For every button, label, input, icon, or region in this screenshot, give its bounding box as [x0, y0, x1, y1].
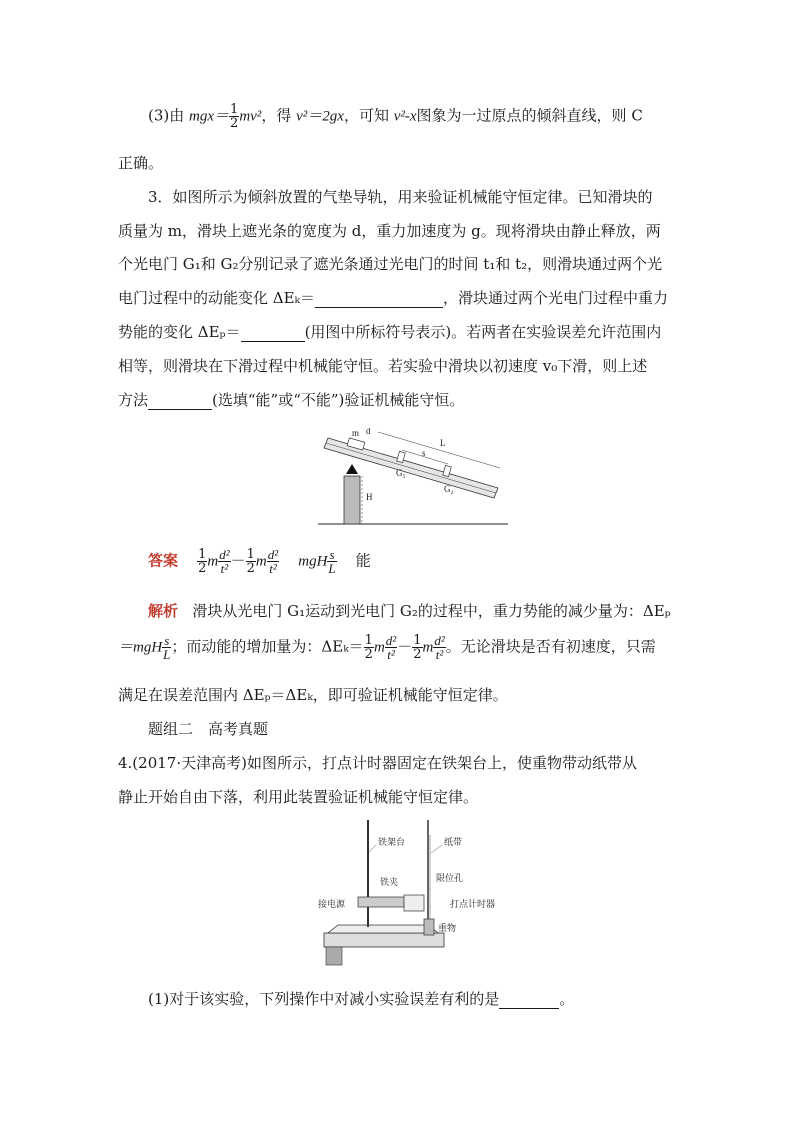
iron-stand-figure: [318, 815, 508, 970]
fraction-half: $\frac{1}{2}$: [230, 102, 239, 131]
q3-line-3: 个光电门 G₁和 G₂分别记录了遮光条通过光电门的时间 t₁和 t₂，则滑块通过两个光: [118, 255, 663, 273]
clamp: [358, 897, 404, 907]
text: 。无论滑块是否有初速度，只需: [445, 637, 656, 656]
label-timer: 打点计时器: [450, 899, 496, 909]
weight: [424, 919, 434, 935]
label-d: d: [366, 428, 371, 436]
label-g2: G₂: [444, 484, 454, 494]
fraction: $\frac{\text{d²}}{\text{t²}}$: [385, 633, 397, 662]
text: ，得: [261, 106, 292, 125]
fraction: $\frac{\text{d²}}{\text{t²}}$: [219, 547, 230, 576]
support-block: [344, 476, 360, 524]
q3-line-7: [118, 389, 464, 410]
fraction: $\frac{s}{L}$: [328, 547, 336, 576]
answer-blank[interactable]: [315, 293, 443, 308]
text: 势能的变化 ΔEₚ＝: [118, 323, 241, 341]
q3-line-4: [118, 287, 668, 308]
label-clamp: 铁夹: [380, 877, 399, 887]
label-hole: 限位孔: [436, 873, 464, 883]
equation: mgH: [298, 553, 328, 570]
label-power: 接电源: [318, 899, 346, 909]
q4-sub-1: [148, 988, 574, 1009]
text: (1)对于该实验，下列操作中对减小实验误差有利的是: [148, 990, 500, 1008]
solution-3-cont: 正确。: [118, 154, 164, 172]
q4-line-2: 静止开始自由下落，利用此装置验证机械能守恒定律。: [118, 788, 479, 806]
text: ，可知: [343, 106, 389, 125]
air-track-figure: [318, 428, 518, 528]
text: 。: [559, 990, 575, 1008]
q3-line-6: 相等，则滑块在下滑过程中机械能守恒。若实验中滑块以初速度 v₀下滑，则上述: [118, 357, 648, 375]
answer-blank[interactable]: [499, 994, 559, 1009]
label-s: s: [422, 448, 426, 458]
answer-blank[interactable]: [241, 327, 305, 342]
text: ；而动能的增加量为：ΔEₖ＝: [171, 637, 364, 656]
timer: [404, 895, 424, 911]
q3-line-1: 3．如图所示为倾斜放置的气垫导轨，用来验证机械能守恒定律。已知滑块的: [148, 188, 653, 206]
text: 图象为一过原点的倾斜直线，则 C: [416, 106, 643, 125]
answer-blank[interactable]: [148, 395, 212, 410]
label-m: m: [352, 428, 360, 438]
text: ，滑块通过两个光电门过程中重力: [443, 289, 669, 307]
label-weight: 重物: [438, 923, 457, 933]
fraction: $\frac{\text{d²}}{\text{t²}}$: [434, 633, 445, 662]
fraction: $\frac{1}{2}$: [413, 633, 422, 662]
section-heading: 题组二 高考真题: [148, 720, 269, 738]
label-H: H: [366, 492, 373, 502]
equation: mgx＝: [189, 108, 230, 125]
table-edge: [326, 947, 342, 965]
equation: mv²: [239, 108, 262, 125]
label-L: L: [440, 438, 446, 448]
analysis-line-3: 满足在误差范围内 ΔEₚ＝ΔEₖ，即可验证机械能守恒定律。: [118, 686, 508, 704]
platform: [328, 925, 438, 933]
analysis-line-1: [148, 600, 671, 621]
fraction: $\frac{1}{2}$: [246, 547, 255, 576]
text: (用图中所标符号表示)。若两者在实验误差允许范围内: [304, 323, 662, 341]
text: 方法: [118, 391, 149, 409]
fraction: $\frac{\text{d²}}{\text{t²}}$: [267, 547, 279, 576]
q3-line-5: [118, 321, 661, 342]
q3-line-2: 质量为 m，滑块上遮光条的宽度为 d，重力加速度为 g。现将滑块由静止释放，两: [118, 222, 661, 240]
equation: ＝mgH: [118, 639, 163, 656]
pivot: [346, 464, 358, 474]
solution-3-line: [148, 103, 643, 130]
text: 滑块从光电门 G₁运动到光电门 G₂的过程中，重力势能的减少量为：ΔEₚ: [192, 602, 671, 620]
fraction: $\frac{s}{L}$: [163, 633, 171, 662]
text: (选填“能”或“不能”)验证机械能守恒。: [212, 391, 465, 409]
equation: v²＝2gx: [296, 108, 344, 125]
analysis-label: 解析: [148, 602, 179, 620]
fraction: $\frac{1}{2}$: [364, 633, 373, 662]
text: 电门过程中的动能变化 ΔEₖ＝: [118, 289, 316, 307]
answer-line: 答案 $\frac{1}{2}$ m $\frac{\text{d²}}{\text{t²}}$ － $\frac{1}{2}$ m $\frac{\text{d²}}{\text{t²}}$ mgH $\frac{s}{L}$ 能: [148, 547, 371, 576]
q4-line-1: 4.(2017·天津高考)如图所示，打点计时器固定在铁架台上，使重物带动纸带从: [118, 754, 637, 772]
equation: v²-x: [393, 108, 417, 125]
label-tape: 纸带: [444, 837, 463, 847]
fraction: $\frac{1}{2}$: [198, 547, 207, 576]
answer-text: 能: [355, 551, 371, 570]
answer-label: 答案: [148, 551, 179, 570]
label-stand: 铁架台: [378, 837, 406, 847]
text: (3)由: [148, 106, 185, 125]
label-g1: G₁: [396, 468, 406, 478]
analysis-line-2: ＝mgH $\frac{s}{L}$ ；而动能的增加量为：ΔEₖ＝ $\frac{1}{2}$ m $\frac{\text{d²}}{\text{t²}}$ － $\frac{1}{2}$ m $\frac{\text{d²}}{\text{t²}}$ 。无论滑块是否有初速度，只需: [118, 633, 656, 662]
